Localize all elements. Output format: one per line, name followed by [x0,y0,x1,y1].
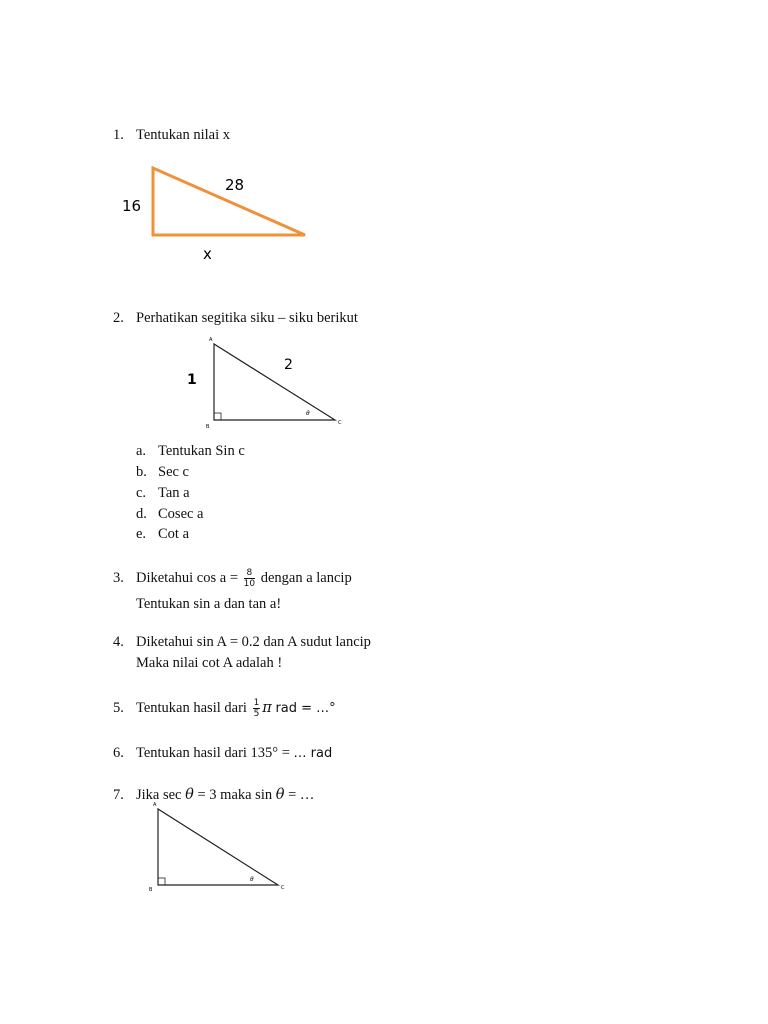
question-text-post: rad = …° [275,701,336,716]
list-item-letter: e. [136,526,147,542]
theta-symbol: θ [275,787,285,803]
list-item: Sec c [158,464,189,480]
question-text-mid: = 3 maka sin [197,787,273,803]
question-number: 7. [113,787,124,803]
fraction-denominator: 5 [253,709,260,720]
right-triangle [214,344,335,420]
list-item-letter: c. [136,485,147,501]
question-text-pre: Tentukan hasil dari [136,700,247,716]
list-item: Tentukan Sin c [158,443,245,459]
question-text-pre: Jika sec [136,787,182,803]
vertex-label-b: B [206,424,210,430]
side-label-hypotenuse: 2 [284,357,293,373]
side-label-bottom: x [203,245,212,263]
fraction-denominator: 10 [243,579,256,590]
fraction [244,568,255,589]
question-number: 1. [113,127,124,143]
side-label-left: 16 [122,197,142,215]
list-item: Tan a [158,485,190,501]
question-line-2: Maka nilai cot A adalah ! [136,655,283,671]
vertex-label-b: B [149,887,153,893]
list-item: Cot a [158,526,190,542]
vertex-label-a: A [153,802,157,808]
question-text-post: dengan a lancip [260,570,352,586]
question-number: 3. [113,570,124,586]
question-text: Perhatikan segitika siku – siku berikut [136,310,358,326]
question-number: 6. [113,745,124,761]
theta-label: θ [306,410,310,417]
pi-symbol: π [262,700,272,716]
theta-symbol: θ [185,787,194,803]
fraction-numerator: 1 [253,698,260,709]
triangle-figure-q7 [145,800,295,900]
question-number: 4. [113,634,124,650]
right-angle-mark [158,878,165,885]
question-text [136,694,336,723]
fraction-numerator: 8 [244,568,255,579]
triangle-figure-q2 [180,332,350,432]
question-line-1 [136,564,352,592]
vertex-label-a: A [209,337,213,343]
theta-label: θ [250,876,254,883]
right-angle-mark [214,413,221,420]
side-label-left: 1 [187,372,197,388]
list-item-letter: d. [136,506,147,522]
right-triangle [158,809,278,885]
question-text: Tentukan nilai x [136,127,231,143]
question-text-post: = … [288,787,315,803]
list-item-letter: b. [136,464,147,480]
side-label-hypotenuse: 28 [225,176,245,194]
list-item: Cosec a [158,506,204,522]
vertex-label-c: C [281,885,285,891]
question-text-pre: Tentukan hasil dari 135° = [136,745,290,761]
question-text-post: … rad [293,746,333,761]
list-item-letter: a. [136,443,147,459]
question-line-2: Tentukan sin a dan tan a! [136,596,282,612]
question-text-pre: Diketahui cos a = [136,570,238,586]
question-line-1: Diketahui sin A = 0.2 dan A sudut lancip [136,634,371,650]
triangle-figure-q1 [110,160,330,270]
question-number: 2. [113,310,124,326]
fraction [253,698,261,719]
vertex-label-c: C [338,420,342,426]
question-text [136,745,332,762]
question-number: 5. [113,700,124,716]
